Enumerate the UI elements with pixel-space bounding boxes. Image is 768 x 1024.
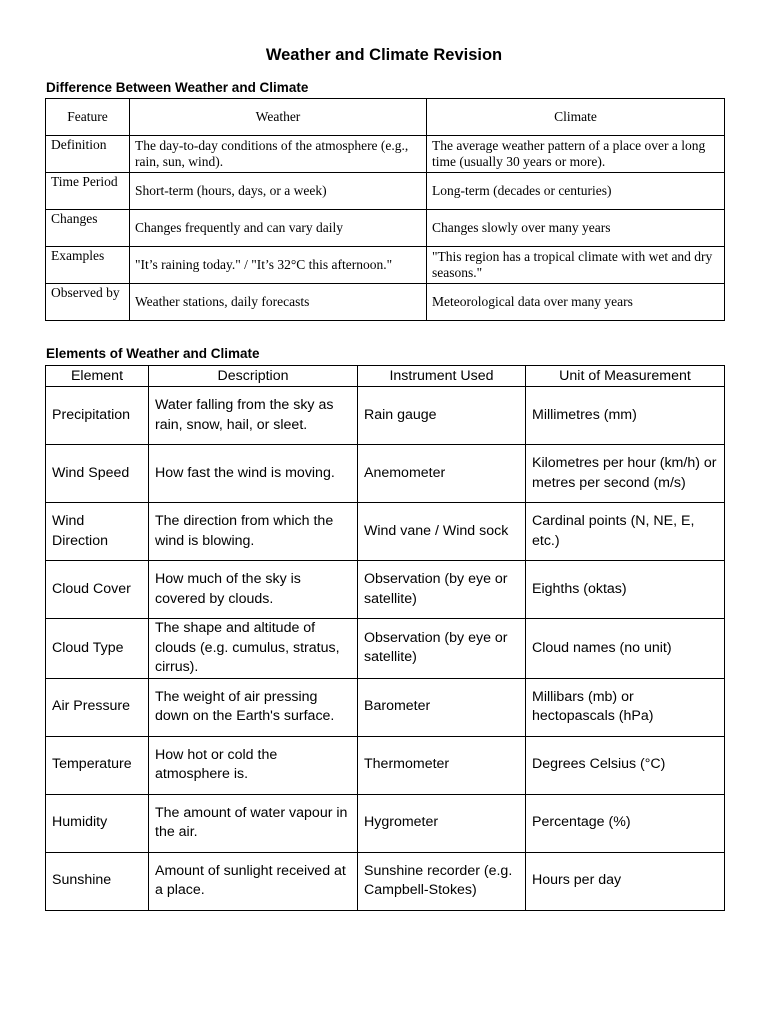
- instrument-cell: Hygrometer: [358, 794, 526, 852]
- unit-cell: Degrees Celsius (°C): [526, 736, 725, 794]
- unit-cell: Millibars (mb) or hectopascals (hPa): [526, 678, 725, 736]
- page-title: Weather and Climate Revision: [265, 46, 503, 64]
- table-row: [46, 852, 725, 910]
- element-cell: Wind Direction: [46, 503, 149, 561]
- table-row: [46, 173, 725, 210]
- weather-cell: Changes frequently and can vary daily: [130, 210, 427, 247]
- unit-cell: Hours per day: [526, 852, 725, 910]
- column-header-unit: Unit of Measurement: [526, 366, 725, 387]
- elements-of-weather-table: [45, 365, 725, 911]
- column-header-weather: Weather: [130, 99, 427, 136]
- element-cell: Cloud Cover: [46, 561, 149, 619]
- table-row: [46, 247, 725, 284]
- table-row: [46, 678, 725, 736]
- element-cell: Humidity: [46, 794, 149, 852]
- table-header-row: [46, 366, 725, 387]
- climate-cell: The average weather pattern of a place over a long time (usually 30 years or more).: [427, 136, 725, 173]
- column-header-description: Description: [149, 366, 358, 387]
- description-cell: The direction from which the wind is blowing.: [149, 503, 358, 561]
- description-cell: Amount of sunlight received at a place.: [149, 852, 358, 910]
- feature-cell: Observed by: [46, 284, 130, 321]
- table-row: [46, 794, 725, 852]
- element-cell: Sunshine: [46, 852, 149, 910]
- table-row: [46, 387, 725, 445]
- unit-cell: Millimetres (mm): [526, 387, 725, 445]
- description-cell: The shape and altitude of clouds (e.g. cumulus, stratus, cirrus).: [149, 619, 358, 679]
- instrument-cell: Barometer: [358, 678, 526, 736]
- element-cell: Wind Speed: [46, 445, 149, 503]
- feature-cell: Changes: [46, 210, 130, 247]
- climate-cell: Meteorological data over many years: [427, 284, 725, 321]
- column-header-instrument: Instrument Used: [358, 366, 526, 387]
- description-cell: The amount of water vapour in the air.: [149, 794, 358, 852]
- table-row: [46, 284, 725, 321]
- climate-cell: Long-term (decades or centuries): [427, 173, 725, 210]
- instrument-cell: Observation (by eye or satellite): [358, 619, 526, 679]
- weather-cell: Short-term (hours, days, or a week): [130, 173, 427, 210]
- element-cell: Precipitation: [46, 387, 149, 445]
- description-cell: The weight of air pressing down on the Earth's surface.: [149, 678, 358, 736]
- unit-cell: Percentage (%): [526, 794, 725, 852]
- instrument-cell: Observation (by eye or satellite): [358, 561, 526, 619]
- element-cell: Cloud Type: [46, 619, 149, 679]
- column-header-element: Element: [46, 366, 149, 387]
- description-cell: How much of the sky is covered by clouds.: [149, 561, 358, 619]
- table-row: [46, 210, 725, 247]
- weather-cell: Weather stations, daily forecasts: [130, 284, 427, 321]
- table-header-row: [46, 99, 725, 136]
- weather-cell: "It’s raining today." / "It’s 32°C this afternoon.": [130, 247, 427, 284]
- unit-cell: Cloud names (no unit): [526, 619, 725, 679]
- instrument-cell: Sunshine recorder (e.g. Campbell-Stokes): [358, 852, 526, 910]
- climate-cell: Changes slowly over many years: [427, 210, 725, 247]
- feature-cell: Examples: [46, 247, 130, 284]
- climate-cell: "This region has a tropical climate with wet and dry seasons.": [427, 247, 725, 284]
- column-header-feature: Feature: [46, 99, 130, 136]
- description-cell: How fast the wind is moving.: [149, 445, 358, 503]
- element-cell: Air Pressure: [46, 678, 149, 736]
- unit-cell: Kilometres per hour (km/h) or metres per second (m/s): [526, 445, 725, 503]
- description-cell: Water falling from the sky as rain, snow, hail, or sleet.: [149, 387, 358, 445]
- column-header-climate: Climate: [427, 99, 725, 136]
- table-row: [46, 136, 725, 173]
- instrument-cell: Wind vane / Wind sock: [358, 503, 526, 561]
- feature-cell: Time Period: [46, 173, 130, 210]
- table-row: [46, 736, 725, 794]
- description-cell: How hot or cold the atmosphere is.: [149, 736, 358, 794]
- feature-cell: Definition: [46, 136, 130, 173]
- instrument-cell: Rain gauge: [358, 387, 526, 445]
- table-row: [46, 561, 725, 619]
- element-cell: Temperature: [46, 736, 149, 794]
- table-row: [46, 619, 725, 679]
- weather-cell: The day-to-day conditions of the atmosphere (e.g., rain, sun, wind).: [130, 136, 427, 173]
- section-heading-weather-vs-climate: Difference Between Weather and Climate: [46, 80, 309, 95]
- weather-climate-comparison-table: [45, 98, 725, 321]
- unit-cell: Cardinal points (N, NE, E, etc.): [526, 503, 725, 561]
- instrument-cell: Thermometer: [358, 736, 526, 794]
- section-heading-elements: Elements of Weather and Climate: [46, 346, 260, 361]
- instrument-cell: Anemometer: [358, 445, 526, 503]
- unit-cell: Eighths (oktas): [526, 561, 725, 619]
- table-row: [46, 503, 725, 561]
- table-row: [46, 445, 725, 503]
